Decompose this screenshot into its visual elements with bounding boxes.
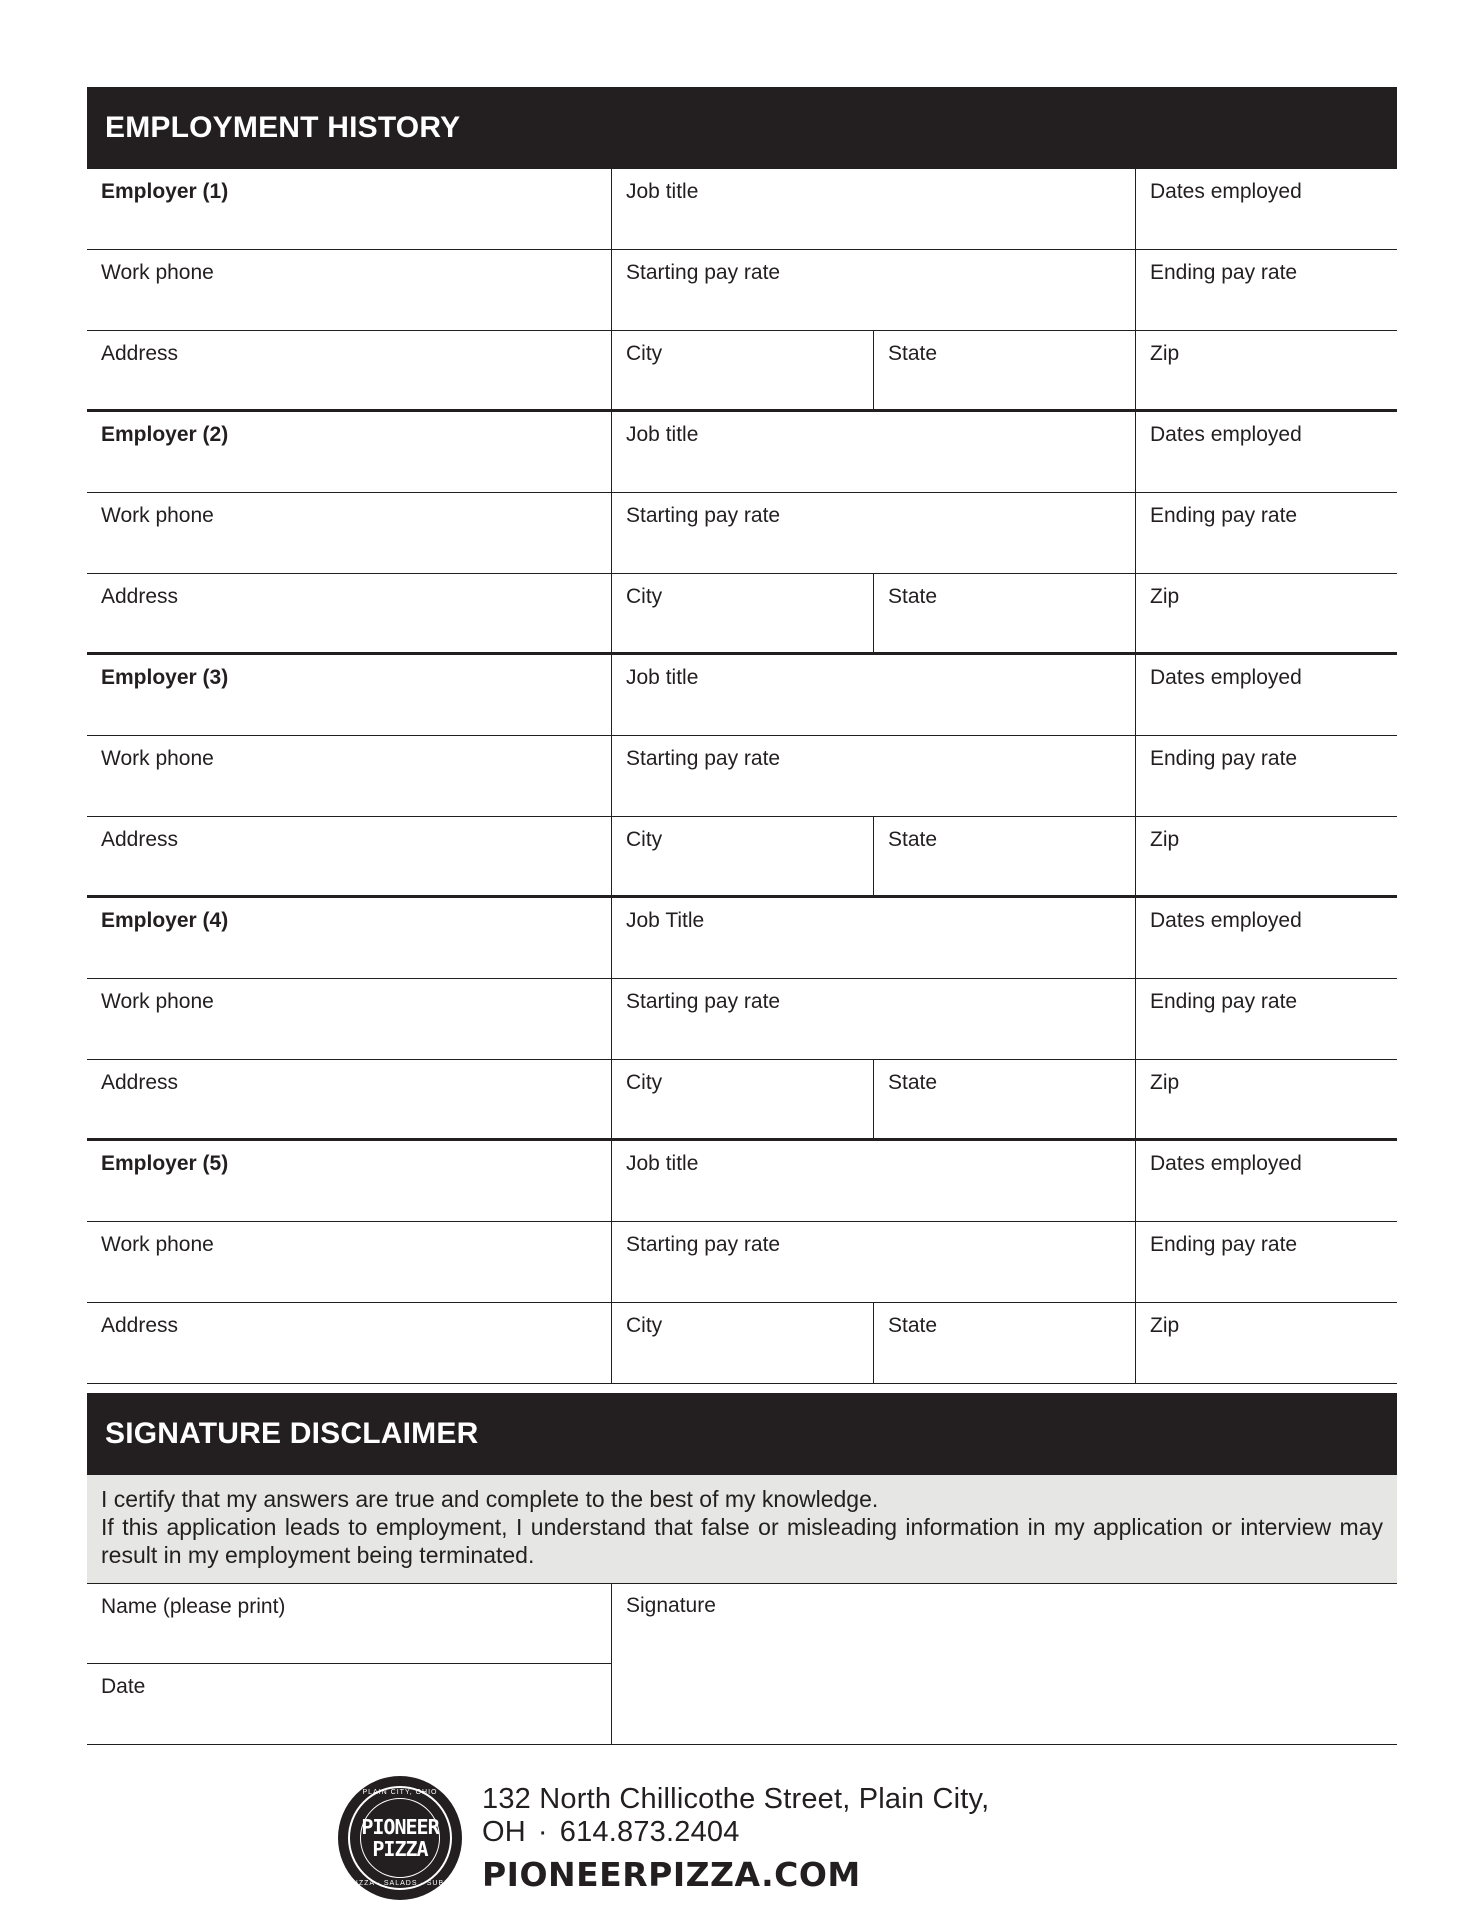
starting-pay-rate-label: Starting pay rate <box>626 990 781 1013</box>
state-label: State <box>888 342 938 365</box>
employer-block <box>87 898 1397 1141</box>
employer-row-3 <box>87 574 1397 655</box>
work-phone-field[interactable] <box>87 250 611 330</box>
zip-label: Zip <box>1150 585 1180 608</box>
zip-label: Zip <box>1150 342 1180 365</box>
name-field[interactable] <box>87 1584 611 1664</box>
starting-pay-rate-field[interactable] <box>611 250 1135 330</box>
employers-table <box>87 169 1397 1384</box>
state-label: State <box>888 1314 938 1337</box>
work-phone-field[interactable] <box>87 493 611 573</box>
state-field[interactable] <box>873 817 1135 895</box>
employer-row-2 <box>87 1222 1397 1303</box>
ending-pay-rate-label: Ending pay rate <box>1150 261 1298 284</box>
signature-disclaimer-header <box>87 1393 1397 1475</box>
application-page <box>87 87 1397 1745</box>
starting-pay-rate-field[interactable] <box>611 979 1135 1059</box>
employer-block <box>87 1141 1397 1384</box>
address-label: Address <box>101 585 179 608</box>
dates-employed-field[interactable] <box>1135 655 1397 735</box>
zip-label: Zip <box>1150 828 1180 851</box>
work-phone-field[interactable] <box>87 979 611 1059</box>
employer-field[interactable] <box>87 412 611 492</box>
employer-row-1 <box>87 169 1397 250</box>
city-label: City <box>626 828 663 851</box>
starting-pay-rate-label: Starting pay rate <box>626 1233 781 1256</box>
employer-field[interactable] <box>87 655 611 735</box>
job-title-field[interactable] <box>611 655 1135 735</box>
dates-employed-field[interactable] <box>1135 1141 1397 1221</box>
job-title-field[interactable] <box>611 169 1135 249</box>
footer-separator: · <box>537 1815 548 1848</box>
dates-employed-field[interactable] <box>1135 412 1397 492</box>
state-field[interactable] <box>873 574 1135 652</box>
zip-field[interactable] <box>1135 331 1397 409</box>
work-phone-field[interactable] <box>87 736 611 816</box>
dates-employed-label: Dates employed <box>1150 1152 1302 1175</box>
employer-label: Employer (1) <box>101 180 229 203</box>
ending-pay-rate-field[interactable] <box>1135 1222 1397 1302</box>
employer-row-2 <box>87 736 1397 817</box>
address-label: Address <box>101 1071 179 1094</box>
ending-pay-rate-label: Ending pay rate <box>1150 1233 1298 1256</box>
dates-employed-label: Dates employed <box>1150 666 1302 689</box>
employer-row-3 <box>87 331 1397 412</box>
address-field[interactable] <box>87 1060 611 1138</box>
employment-history-title: EMPLOYMENT HISTORY <box>105 111 461 144</box>
zip-field[interactable] <box>1135 574 1397 652</box>
state-label: State <box>888 585 938 608</box>
starting-pay-rate-label: Starting pay rate <box>626 261 781 284</box>
ending-pay-rate-field[interactable] <box>1135 979 1397 1059</box>
pioneer-pizza-logo <box>338 1776 462 1900</box>
job-title-label: Job title <box>626 180 699 203</box>
job-title-label: Job title <box>626 666 699 689</box>
city-label: City <box>626 585 663 608</box>
dates-employed-label: Dates employed <box>1150 423 1302 446</box>
city-field[interactable] <box>611 574 873 652</box>
state-label: State <box>888 1071 938 1094</box>
state-field[interactable] <box>873 1303 1135 1383</box>
job-title-field[interactable] <box>611 412 1135 492</box>
work-phone-label: Work phone <box>101 504 214 527</box>
address-field[interactable] <box>87 574 611 652</box>
starting-pay-rate-field[interactable] <box>611 1222 1135 1302</box>
employer-field[interactable] <box>87 169 611 249</box>
employer-row-3 <box>87 1060 1397 1141</box>
logo-bottom-text: PIZZA · SALADS · SUBS <box>350 1880 450 1887</box>
address-field[interactable] <box>87 331 611 409</box>
signature-label: Signature <box>626 1594 716 1617</box>
employer-field[interactable] <box>87 898 611 978</box>
employer-row-3 <box>87 817 1397 898</box>
dates-employed-label: Dates employed <box>1150 180 1302 203</box>
employer-label: Employer (4) <box>101 909 229 932</box>
state-label: State <box>888 828 938 851</box>
city-field[interactable] <box>611 817 873 895</box>
employer-block <box>87 169 1397 412</box>
city-field[interactable] <box>611 1060 873 1138</box>
employer-row-2 <box>87 979 1397 1060</box>
zip-field[interactable] <box>1135 1303 1397 1383</box>
employer-block <box>87 655 1397 898</box>
work-phone-field[interactable] <box>87 1222 611 1302</box>
address-label: Address <box>101 342 179 365</box>
ending-pay-rate-label: Ending pay rate <box>1150 747 1298 770</box>
job-title-label: Job title <box>626 423 699 446</box>
disclaimer-line-2: If this application leads to employment, I understand that false or misleading information in my application or interview may result in my employment being terminated. <box>101 1514 1383 1568</box>
signature-block <box>87 1584 1397 1745</box>
dates-employed-field[interactable] <box>1135 898 1397 978</box>
starting-pay-rate-field[interactable] <box>611 493 1135 573</box>
starting-pay-rate-label: Starting pay rate <box>626 504 781 527</box>
zip-label: Zip <box>1150 1071 1180 1094</box>
job-title-label: Job Title <box>626 909 705 932</box>
signature-disclaimer-title: SIGNATURE DISCLAIMER <box>105 1417 479 1450</box>
city-label: City <box>626 342 663 365</box>
employer-row-2 <box>87 250 1397 331</box>
work-phone-label: Work phone <box>101 747 214 770</box>
city-label: City <box>626 1071 663 1094</box>
footer-website[interactable]: PIONEERPIZZA.COM <box>482 1854 861 1894</box>
zip-field[interactable] <box>1135 1060 1397 1138</box>
ending-pay-rate-field[interactable] <box>1135 493 1397 573</box>
disclaimer-line-1: I certify that my answers are true and complete to the best of my knowledge. <box>101 1486 879 1512</box>
starting-pay-rate-field[interactable] <box>611 736 1135 816</box>
employer-row-1 <box>87 898 1397 979</box>
zip-label: Zip <box>1150 1314 1180 1337</box>
employer-label: Employer (3) <box>101 666 229 689</box>
address-label: Address <box>101 1314 179 1337</box>
employer-row-2 <box>87 493 1397 574</box>
job-title-label: Job title <box>626 1152 699 1175</box>
work-phone-label: Work phone <box>101 990 214 1013</box>
dates-employed-label: Dates employed <box>1150 909 1302 932</box>
footer <box>338 1773 1238 1903</box>
ending-pay-rate-label: Ending pay rate <box>1150 990 1298 1013</box>
city-label: City <box>626 1314 663 1337</box>
date-field[interactable] <box>87 1664 611 1744</box>
ending-pay-rate-label: Ending pay rate <box>1150 504 1298 527</box>
work-phone-label: Work phone <box>101 261 214 284</box>
name-label: Name (please print) <box>101 1595 286 1618</box>
employer-field[interactable] <box>87 1141 611 1221</box>
employment-history-header <box>87 87 1397 169</box>
date-label: Date <box>101 1675 146 1698</box>
state-field[interactable] <box>873 331 1135 409</box>
starting-pay-rate-label: Starting pay rate <box>626 747 781 770</box>
employer-row-1 <box>87 1141 1397 1222</box>
contact-line <box>482 1783 1238 1849</box>
employer-row-1 <box>87 412 1397 493</box>
address-label: Address <box>101 828 179 851</box>
job-title-field[interactable] <box>611 1141 1135 1221</box>
footer-address: 132 North Chillicothe Street, Plain City, OH <box>482 1782 990 1848</box>
signature-field[interactable] <box>611 1584 1397 1744</box>
disclaimer-text <box>87 1475 1397 1584</box>
job-title-field[interactable] <box>611 898 1135 978</box>
logo-line-2: PIZZA <box>372 1837 428 1861</box>
logo-top-text: PLAIN CITY, OHIO <box>362 1789 438 1796</box>
employer-row-3 <box>87 1303 1397 1384</box>
employer-label: Employer (2) <box>101 423 229 446</box>
dates-employed-field[interactable] <box>1135 169 1397 249</box>
employer-row-1 <box>87 655 1397 736</box>
city-field[interactable] <box>611 331 873 409</box>
footer-phone: 614.873.2404 <box>559 1815 740 1848</box>
state-field[interactable] <box>873 1060 1135 1138</box>
address-field[interactable] <box>87 817 611 895</box>
zip-field[interactable] <box>1135 817 1397 895</box>
employer-label: Employer (5) <box>101 1152 229 1175</box>
ending-pay-rate-field[interactable] <box>1135 250 1397 330</box>
address-field[interactable] <box>87 1303 611 1383</box>
ending-pay-rate-field[interactable] <box>1135 736 1397 816</box>
work-phone-label: Work phone <box>101 1233 214 1256</box>
employer-block <box>87 412 1397 655</box>
city-field[interactable] <box>611 1303 873 1383</box>
logo-line-1: PIONEER <box>361 1815 439 1839</box>
